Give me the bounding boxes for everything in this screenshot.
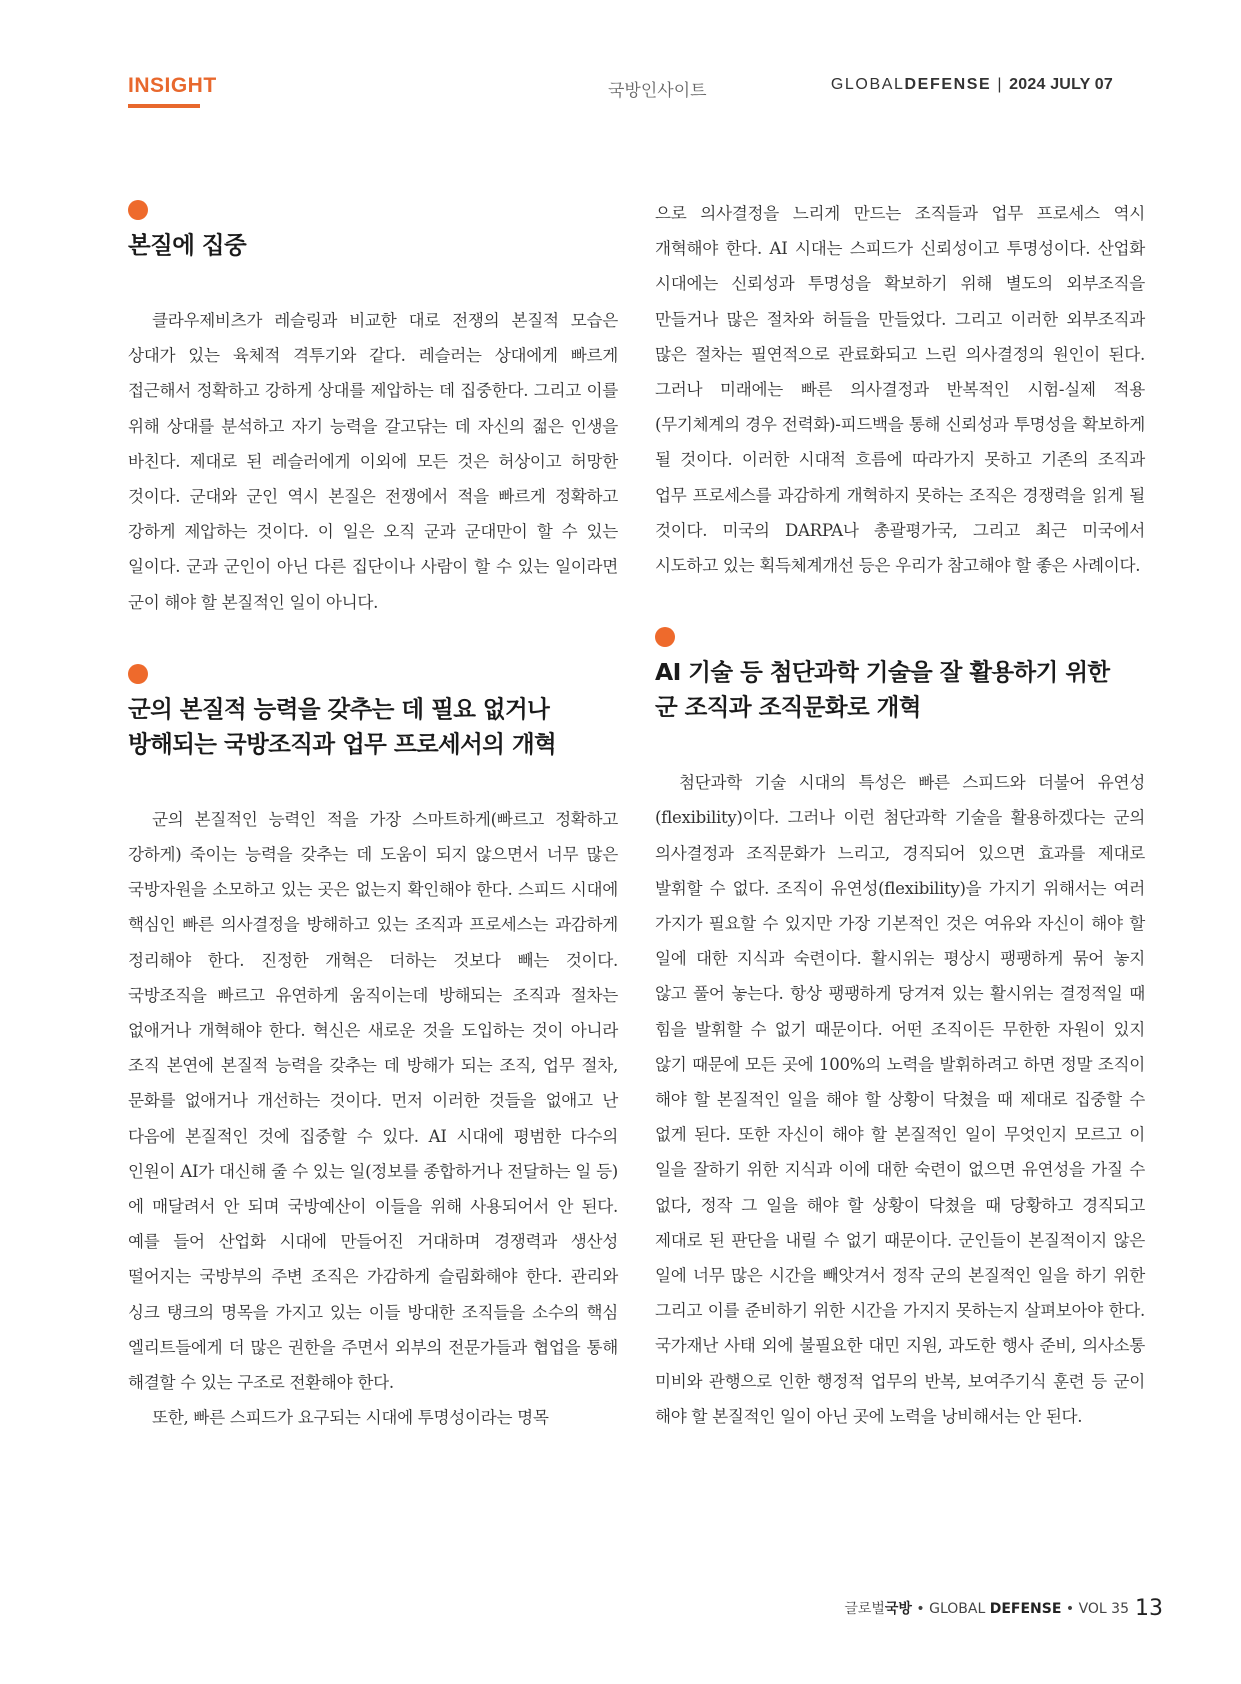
left-column <box>128 200 618 1435</box>
section-bullet-dot <box>128 200 148 220</box>
footer-defense: DEFENSE <box>989 1601 1062 1617</box>
section-heading <box>655 655 1145 725</box>
page-title: 국방인사이트 <box>608 81 707 101</box>
magazine-masthead <box>831 76 1113 94</box>
body-paragraph: 클라우제비츠가 레슬링과 비교한 대로 전쟁의 본질적 모습은 상대가 있는 육체적 격투기와 같다. 레슬러는 상대에게 빠르게 접근해서 정확하고 강하게 상대를 제압하는 데 집중한다. 그리고 이를 위해 상대를 분석하고 자기 능력을 갈고닦는 데 자신의 젊은 인생을 바친다. 제대로 된 레슬러에게 이외에 모든 것은 허상이고 허망한 것이다. 군대와 군인 역시 본질은 전쟁에서 적을 빠르게 정확하고 강하게 제압하는 것이다. 이 일은 오직 군과 군대만이 할 수 있는 일이다. 군과 군인이 아닌 다른 집단이나 사람이 할 수 있는 일이라면 군이 해야 할 본질적인 일이 아니다. <box>128 311 618 612</box>
body-paragraph: 또한, 빠른 스피드가 요구되는 시대에 투명성이라는 명목 <box>152 1408 549 1428</box>
section-heading <box>128 692 618 762</box>
footer-bullet: • GLOBAL <box>911 1601 990 1617</box>
masthead-defense: DEFENSE <box>904 76 992 93</box>
page-number: 13 <box>1135 1596 1163 1621</box>
right-column <box>655 196 1145 1434</box>
section-heading: 본질에 집중 <box>128 231 247 259</box>
body-paragraph: 첨단과학 기술 시대의 특성은 빠른 스피드와 더불어 유연성(flexibility)이다. 그러나 이런 첨단과학 기술을 활용하겠다는 군의 의사결정과 조직문화가 느리고, 경직되어 있으면 효과를 제대로 발휘할 수 없다. 조직이 유연성(flexibility)을 가지기 위해서는 여러 가지가 필요할 수 있지만 가장 기본적인 것은 여유와 자신이 해야 할 일에 대한 지식과 숙련이다. 활시위는 평상시 팽팽하게 묶어 놓지 않고 풀어 놓는다. 항상 팽팽하게 당겨져 있는 활시위는 결정적일 때 힘을 발휘할 수 없기 때문이다. 어떤 조직이든 무한한 자원이 있지 않기 때문에 모든 곳에 100%의 노력을 발휘하려고 하면 정말 조직이 해야 할 본질적인 일을 해야 할 상황이 닥쳤을 때 제대로 집중할 수 없게 된다. 또한 자신이 해야 할 본질적인 일이 무엇인지 모르고 이 일을 잘하기 위한 지식과 이에 대한 숙련이 없으면 유연성을 가질 수 없다, 정작 그 일을 해야 할 상황이 닥쳤을 때 당황하고 경직되고 제대로 된 판단을 내릴 수 없기 때문이다. 군인들이 본질적이지 않은 일에 너무 많은 시간을 빼앗겨서 정작 군의 본질적인 일을 하기 위한 그리고 이를 준비하기 위한 시간을 가지지 못하는지 살펴보아야 한다. 국가재난 사태 외에 불필요한 대민 지원, 과도한 행사 준비, 의사소통 미비와 관행으로 인한 행정적 업무의 반복, 보여주기식 훈련 등 군이 해야 할 본질적인 일이 아닌 곳에 노력을 낭비해서는 안 된다. <box>655 773 1145 1426</box>
masthead-separator: | <box>997 76 1004 93</box>
section-label-underline <box>128 104 200 108</box>
body-paragraph: 군의 본질적인 능력인 적을 가장 스마트하게(빠르고 정확하고 강하게) 죽이는 능력을 갖추는 데 도움이 되지 않으면서 너무 많은 국방자원을 소모하고 있는 곳은 없는지 확인해야 한다. 스피드 시대에 핵심인 빠른 의사결정을 방해하고 있는 조직과 프로세스는 과감하게 정리해야 한다. 진정한 개혁은 더하는 것보다 빼는 것이다. 국방조직을 빠르고 유연하게 움직이는데 방해되는 조직과 절차는 없애거나 개혁해야 한다. 혁신은 새로운 것을 도입하는 것이 아니라 조직 본연에 본질적 능력을 갖추는 데 방해가 되는 조직, 업무 절차, 문화를 없애거나 개선하는 것이다. 먼저 이러한 것들을 없애고 난 다음에 본질적인 것에 집중할 수 있다. AI 시대에 평범한 다수의 인원이 AI가 대신해 줄 수 있는 일(정보를 종합하거나 전달하는 일 등)에 매달려서 안 되며 국방예산이 이들을 위해 사용되어서 안 된다. 예를 들어 산업화 시대에 만들어진 거대하며 경쟁력과 생산성 떨어지는 국방부의 주변 조직은 가감하게 슬림화해야 한다. 관리와 싱크 탱크의 명목을 가지고 있는 이들 방대한 조직들을 소수의 핵심 엘리트들에게 더 많은 권한을 주면서 외부의 전문가들과 협업을 통해 해결할 수 있는 구조로 전환해야 한다. <box>128 809 618 1393</box>
section-heading-line: 방해되는 국방조직과 업무 프로세서의 개혁 <box>128 729 557 758</box>
page-footer <box>844 1596 1163 1621</box>
issue-date: 2024 JULY 07 <box>1009 76 1113 93</box>
body-paragraph-continued: 으로 의사결정을 느리게 만드는 조직들과 업무 프로세스 역시 개혁해야 한다. AI 시대는 스피드가 신뢰성이고 투명성이다. 산업화 시대에는 신뢰성과 투명성을 확보하기 위해 별도의 외부조직을 만들거나 많은 절차와 허들을 만들었다. 그리고 이러한 외부조직과 많은 절차는 필연적으로 관료화되고 느린 의사결정의 원인이 된다. 그러나 미래에는 빠른 의사결정과 반복적인 시험-실제 적용(무기체계의 경우 전력화)-피드백을 통해 신뢰성과 투명성을 확보하게 될 것이다. 이러한 시대적 흐름에 따라가지 못하고 기존의 조직과 업무 프로세스를 과감하게 개혁하지 못하는 조직은 경쟁력을 읽게 될 것이다. 미국의 DARPA나 총괄평가국, 그리고 최근 미국에서 시도하고 있는 획득체계개선 등은 우리가 참고해야 할 좋은 사례이다. <box>655 204 1145 576</box>
footer-publication-bold: 국방 <box>884 1601 912 1617</box>
page-header <box>128 70 1113 110</box>
section-heading-line: 군 조직과 조직문화로 개혁 <box>655 693 921 722</box>
section-bullet-dot <box>128 664 148 684</box>
footer-volume: • VOL 35 <box>1061 1601 1129 1617</box>
footer-publication-light: 글로벌 <box>844 1601 885 1617</box>
section-heading-line: 군의 본질적 능력을 갖추는 데 필요 없거나 <box>128 694 550 723</box>
masthead-global: GLOBAL <box>830 76 905 93</box>
section-bullet-dot <box>655 627 675 647</box>
section-heading-line: AI 기술 등 첨단과학 기술을 잘 활용하기 위한 <box>655 658 1110 687</box>
section-label: INSIGHT <box>128 74 217 97</box>
